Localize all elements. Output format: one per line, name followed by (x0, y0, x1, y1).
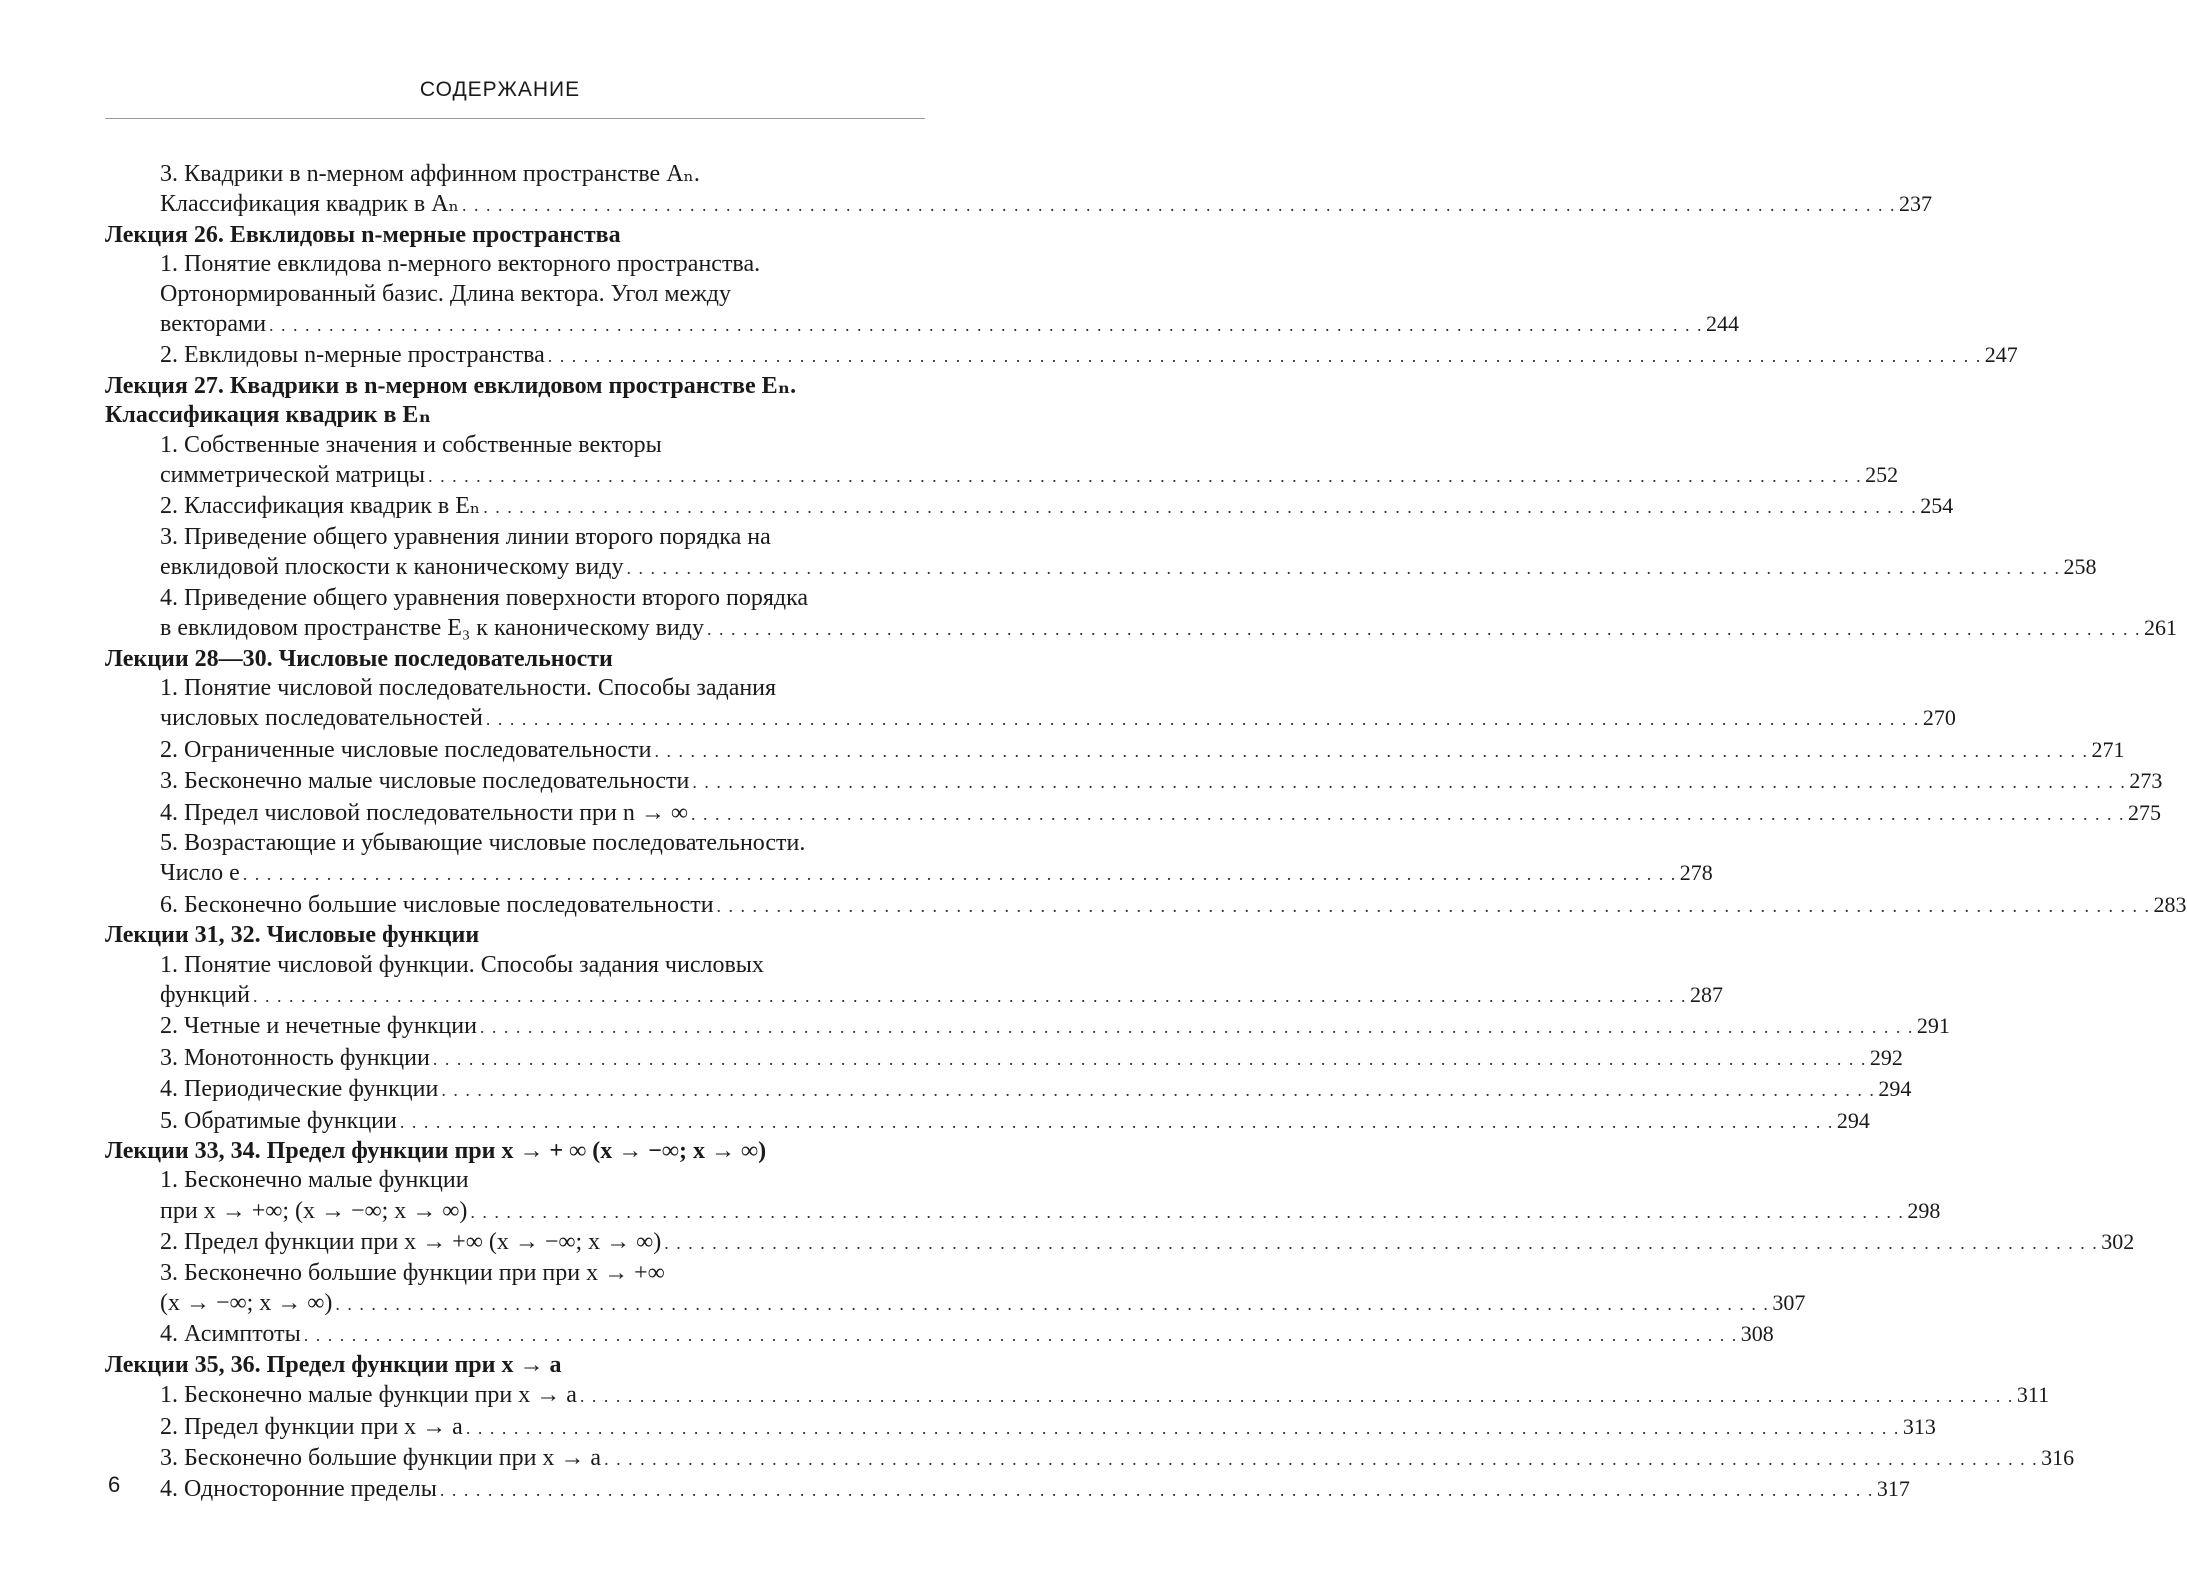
toc-entry-line (160, 523, 923, 552)
toc-entry-line (160, 1319, 1774, 1350)
toc-entry (105, 951, 1723, 1012)
toc-entry-text: при x → +∞; (x → −∞; x → ∞) (160, 1197, 468, 1224)
toc-page-number: 270 (1922, 705, 1956, 731)
toc-entry-text: 4. Предел числовой последовательности при n → ∞ (160, 799, 689, 826)
toc-entry-line (160, 1288, 1806, 1319)
toc-entry-text: 1. Бесконечно малые функции (160, 1167, 469, 1194)
toc-entry-line (160, 584, 923, 613)
toc-page-number: 275 (2128, 799, 2162, 825)
toc-entry-line (160, 766, 2163, 797)
toc-entry-text: 3. Монотонность функции (160, 1044, 430, 1071)
page-number: 6 (108, 1472, 121, 1497)
toc-entry-line (160, 491, 1954, 522)
dot-leader: . . . . . . . . . . . . . . . . . . . . . . . . . . . . . . . . . . . . . . . . . . . . . . . . . . . . . . . . . . . . . . . . . . . . . . . . . . . . . . . . . . . . . . . . . . . . . . . . . . . . . . . . . . . . . . . . . . . . . . . . (483, 497, 1918, 518)
dot-leader: . . . . . . . . . . . . . . . . . . . . . . . . . . . . . . . . . . . . . . . . . . . . . . . . . . . . . . . . . . . . . . . . . . . . . . . . . . . . . . . . . . . . . . . . . . . . . . . . . . . . . . . . . . . . . . . . . . . . . . . . (461, 195, 1896, 216)
toc-entry-line (160, 1074, 1912, 1105)
toc-lecture-heading: Лекция 27. Квадрики в n-мерном евклидовом пространстве Eₙ. (105, 372, 797, 399)
toc-entry-text: 1. Понятие числовой функции. Способы задания числовых (160, 951, 764, 978)
toc-entry-line (160, 674, 923, 703)
toc-page-number: 294 (1878, 1076, 1912, 1102)
toc-page-number: 298 (1907, 1197, 1941, 1223)
toc-entry-line (160, 798, 2162, 829)
toc-entry-line (160, 160, 923, 189)
toc-entry-line (160, 1259, 923, 1288)
toc-entry-line (160, 1443, 2075, 1474)
toc-entry (105, 890, 2187, 921)
toc-entry-text: 3. Бесконечно большие функции при при x → +∞ (160, 1259, 665, 1286)
toc-entry-line (160, 1196, 1941, 1227)
toc-page-number: 247 (1984, 342, 2018, 368)
toc-entry (105, 160, 1932, 221)
dot-leader: . . . . . . . . . . . . . . . . . . . . . . . . . . . . . . . . . . . . . . . . . . . . . . . . . . . . . . . . . . . . . . . . . . . . . . . . . . . . . . . . . . . . . . . . . . . . . . . . . . . . . . . . . . . . . . . . . . . . . . . . (470, 1201, 1905, 1222)
toc-page-number: 237 (1898, 191, 1932, 217)
toc-entry-line (160, 980, 1723, 1011)
toc-entry-line (160, 250, 923, 279)
toc-entry (105, 829, 1713, 890)
toc-page-number: 292 (1869, 1044, 1903, 1070)
toc-entry-text: 1. Понятие числовой последовательности. Способы задания (160, 674, 777, 701)
toc-entry-line (160, 1011, 1950, 1042)
toc-entry-line (160, 280, 923, 309)
toc-page-number: 291 (1916, 1013, 1950, 1039)
toc-entry (105, 766, 2163, 797)
toc-entry-text: симметрической матрицы (160, 462, 426, 489)
toc-entry (105, 1380, 2050, 1411)
toc-lecture-heading: Классификация квадрик в Eₙ (105, 402, 431, 429)
toc-entry (105, 1166, 1941, 1227)
toc-entry (105, 1106, 1870, 1137)
dot-leader: . . . . . . . . . . . . . . . . . . . . . . . . . . . . . . . . . . . . . . . . . . . . . . . . . . . . . . . . . . . . . . . . . . . . . . . . . . . . . . . . . . . . . . . . . . . . . . . . . . . . . . . . . . . . . . . . . . . . . . . . (441, 1080, 1876, 1101)
toc-entry (105, 1227, 2135, 1258)
toc-page-number: 308 (1740, 1321, 1774, 1347)
toc-entry-text: 6. Бесконечно большие числовые последовательности (160, 891, 714, 918)
dot-leader: . . . . . . . . . . . . . . . . . . . . . . . . . . . . . . . . . . . . . . . . . . . . . . . . . . . . . . . . . . . . . . . . . . . . . . . . . . . . . . . . . . . . . . . . . . . . . . . . . . . . . . . . . . . . . . . . . . . . . . . . (303, 1325, 1738, 1346)
dot-leader: . . . . . . . . . . . . . . . . . . . . . . . . . . . . . . . . . . . . . . . . . . . . . . . . . . . . . . . . . . . . . . . . . . . . . . . . . . . . . . . . . . . . . . . . . . . . . . . . . . . . . . . . . . . . . . . . . . . . . . . . (465, 1417, 1900, 1438)
toc-entry-text: 1. Понятие евклидова n-мерного векторного пространства. (160, 251, 761, 278)
toc-entry-line (160, 552, 2097, 583)
toc-entry (105, 1011, 1950, 1042)
toc-page-number: 311 (2016, 1382, 2050, 1408)
dot-leader: . . . . . . . . . . . . . . . . . . . . . . . . . . . . . . . . . . . . . . . . . . . . . . . . . . . . . . . . . . . . . . . . . . . . . . . . . . . . . . . . . . . . . . . . . . . . . . . . . . . . . . . . . . . . . . . . . . . . . . . . (432, 1048, 1867, 1069)
toc-page-number: 271 (2091, 736, 2125, 762)
dot-leader: . . . . . . . . . . . . . . . . . . . . . . . . . . . . . . . . . . . . . . . . . . . . . . . . . . . . . . . . . . . . . . . . . . . . . . . . . . . . . . . . . . . . . . . . . . . . . . . . . . . . . . . . . . . . . . . . . . . . . . . . (692, 772, 2127, 793)
dot-leader: . . . . . . . . . . . . . . . . . . . . . . . . . . . . . . . . . . . . . . . . . . . . . . . . . . . . . . . . . . . . . . . . . . . . . . . . . . . . . . . . . . . . . . . . . . . . . . . . . . . . . . . . . . . . . . . . . . . . . . . . (485, 709, 1920, 730)
toc-entry-line (160, 340, 2018, 371)
toc-entry-text: Число e (160, 860, 240, 887)
toc-lecture-heading: Лекция 26. Евклидовы n-мерные пространства (105, 221, 621, 248)
dot-leader: . . . . . . . . . . . . . . . . . . . . . . . . . . . . . . . . . . . . . . . . . . . . . . . . . . . . . . . . . . . . . . . . . . . . . . . . . . . . . . . . . . . . . . . . . . . . . . . . . . . . . . . . . . . . . . . . . . . . . . . . (269, 315, 1704, 336)
toc-entry (105, 340, 2018, 371)
dot-leader: . . . . . . . . . . . . . . . . . . . . . . . . . . . . . . . . . . . . . . . . . . . . . . . . . . . . . . . . . . . . . . . . . . . . . . . . . . . . . . . . . . . . . . . . . . . . . . . . . . . . . . . . . . . . . . . . . . . . . . . . (439, 1480, 1874, 1501)
toc-entry (105, 1319, 1774, 1350)
toc-entry-text: функций (160, 981, 250, 1008)
header-rule (105, 118, 925, 119)
toc-entry-text: 4. Приведение общего уравнения поверхности второго порядка (160, 584, 809, 611)
toc-entry-text: 3. Приведение общего уравнения линии второго порядка на (160, 523, 771, 550)
dot-leader: . . . . . . . . . . . . . . . . . . . . . . . . . . . . . . . . . . . . . . . . . . . . . . . . . . . . . . . . . . . . . . . . . . . . . . . . . . . . . . . . . . . . . . . . . . . . . . . . . . . . . . . . . . . . . . . . . . . . . . . . (547, 346, 1982, 367)
toc-entry-line (160, 189, 1932, 220)
toc-page-number: 294 (1836, 1107, 1870, 1133)
toc-entry-line (160, 613, 2177, 644)
toc-entry (105, 1474, 1910, 1505)
toc-entry (105, 1043, 1903, 1074)
dot-leader: . . . . . . . . . . . . . . . . . . . . . . . . . . . . . . . . . . . . . . . . . . . . . . . . . . . . . . . . . . . . . . . . . . . . . . . . . . . . . . . . . . . . . . . . . . . . . . . . . . . . . . . . . . . . . . . . . . . . . . . . (664, 1233, 2099, 1254)
toc-entry-text: 2. Предел функции при x → +∞ (x → −∞; x → ∞) (160, 1229, 662, 1256)
toc-entry (105, 523, 2097, 584)
dot-leader: . . . . . . . . . . . . . . . . . . . . . . . . . . . . . . . . . . . . . . . . . . . . . . . . . . . . . . . . . . . . . . . . . . . . . . . . . . . . . . . . . . . . . . . . . . . . . . . . . . . . . . . . . . . . . . . . . . . . . . . . (654, 740, 2089, 761)
toc-entry (105, 1259, 1806, 1320)
toc-page-number: 283 (2153, 891, 2187, 917)
toc-entry-line (160, 1380, 2050, 1411)
toc-entry (105, 491, 1954, 522)
toc-entry-line (160, 1412, 1936, 1443)
toc-page-number: 273 (2129, 768, 2163, 794)
toc-entry-text: евклидовой плоскости к каноническому виду (160, 554, 624, 581)
toc-entry-text: 2. Четные и нечетные функции (160, 1013, 477, 1040)
toc-entry-text: векторами (160, 311, 267, 338)
toc-page-number: 317 (1876, 1476, 1910, 1502)
toc-entry-line (160, 1227, 2135, 1258)
toc-entry-text: 4. Асимптоты (160, 1321, 301, 1348)
toc-entry-text: числовых последовательностей (160, 705, 483, 732)
toc-entry-text: 5. Возрастающие и убывающие числовые последовательности. (160, 829, 806, 856)
toc-entry-text: 4. Периодические функции (160, 1076, 439, 1103)
toc-entry-text: 2. Классификация квадрик в Eₙ (160, 493, 481, 520)
toc-entry (105, 431, 1899, 492)
toc-entry-line (160, 890, 2187, 921)
dot-leader: . . . . . . . . . . . . . . . . . . . . . . . . . . . . . . . . . . . . . . . . . . . . . . . . . . . . . . . . . . . . . . . . . . . . . . . . . . . . . . . . . . . . . . . . . . . . . . . . . . . . . . . . . . . . . . . . . . . . . . . . (626, 558, 2061, 579)
dot-leader: . . . . . . . . . . . . . . . . . . . . . . . . . . . . . . . . . . . . . . . . . . . . . . . . . . . . . . . . . . . . . . . . . . . . . . . . . . . . . . . . . . . . . . . . . . . . . . . . . . . . . . . . . . . . . . . . . . . . . . . . (604, 1449, 2039, 1470)
dot-leader: . . . . . . . . . . . . . . . . . . . . . . . . . . . . . . . . . . . . . . . . . . . . . . . . . . . . . . . . . . . . . . . . . . . . . . . . . . . . . . . . . . . . . . . . . . . . . . . . . . . . . . . . . . . . . . . . . . . . . . . . (691, 803, 2126, 824)
toc-entry-line (160, 703, 1956, 734)
toc-entry-line (160, 309, 1740, 340)
toc-page-number: 278 (1679, 860, 1713, 886)
toc-entry (105, 735, 2125, 766)
toc-entry-line (160, 858, 1713, 889)
dot-leader: . . . . . . . . . . . . . . . . . . . . . . . . . . . . . . . . . . . . . . . . . . . . . . . . . . . . . . . . . . . . . . . . . . . . . . . . . . . . . . . . . . . . . . . . . . . . . . . . . . . . . . . . . . . . . . . . . . . . . . . . (335, 1294, 1770, 1315)
dot-leader: . . . . . . . . . . . . . . . . . . . . . . . . . . . . . . . . . . . . . . . . . . . . . . . . . . . . . . . . . . . . . . . . . . . . . . . . . . . . . . . . . . . . . . . . . . . . . . . . . . . . . . . . . . . . . . . . . . . . . . . . (706, 619, 2141, 640)
running-head: СОДЕРЖАНИЕ (419, 78, 581, 101)
toc-entry-text: 2. Предел функции при x → a (160, 1413, 463, 1440)
toc-entry (105, 674, 1956, 735)
toc-page-number: 316 (2041, 1445, 2075, 1471)
toc-entry-text: 1. Бесконечно малые функции при x → a (160, 1382, 577, 1409)
toc-entry-line (160, 1474, 1910, 1505)
toc-entry-text: (x → −∞; x → ∞) (160, 1290, 333, 1317)
toc-entry-text: 3. Бесконечно большие функции при x → a (160, 1445, 602, 1472)
toc-page-number: 258 (2063, 554, 2097, 580)
toc-page-number: 254 (1920, 493, 1954, 519)
toc-entry (105, 798, 2162, 829)
toc-lecture-heading: Лекции 33, 34. Предел функции при x → + ∞ (x → −∞; x → ∞) (105, 1138, 767, 1164)
toc-entry (105, 1074, 1912, 1105)
toc-entry-line (160, 1166, 923, 1195)
toc-page-number: 244 (1706, 311, 1740, 337)
toc-page-number: 307 (1772, 1290, 1806, 1316)
toc-page-number: 287 (1690, 981, 1723, 1007)
toc-entry-line (160, 829, 923, 858)
toc-entry-text: Классификация квадрик в Aₙ (160, 191, 459, 218)
dot-leader: . . . . . . . . . . . . . . . . . . . . . . . . . . . . . . . . . . . . . . . . . . . . . . . . . . . . . . . . . . . . . . . . . . . . . . . . . . . . . . . . . . . . . . . . . . . . . . . . . . . . . . . . . . . . . . . . . . . . . . . . (399, 1111, 1834, 1132)
toc-entry-text: 1. Собственные значения и собственные векторы (160, 431, 662, 458)
dot-leader: . . . . . . . . . . . . . . . . . . . . . . . . . . . . . . . . . . . . . . . . . . . . . . . . . . . . . . . . . . . . . . . . . . . . . . . . . . . . . . . . . . . . . . . . . . . . . . . . . . . . . . . . . . . . . . . . . . . . . . . . (428, 466, 1863, 487)
toc-entry-line (160, 1043, 1903, 1074)
toc-page-number: 313 (1902, 1413, 1936, 1439)
dot-leader: . . . . . . . . . . . . . . . . . . . . . . . . . . . . . . . . . . . . . . . . . . . . . . . . . . . . . . . . . . . . . . . . . . . . . . . . . . . . . . . . . . . . . . . . . . . . . . . . . . . . . . . . . . . . . . . . . . . . . . . . (716, 895, 2151, 916)
toc-entry-text: 5. Обратимые функции (160, 1107, 397, 1134)
toc-lecture-heading: Лекции 35, 36. Предел функции при x → a (105, 1351, 562, 1378)
toc-entry (105, 584, 2177, 645)
toc-entry-line (160, 951, 923, 980)
toc-page-number: 302 (2101, 1229, 2135, 1255)
toc-entry (105, 250, 1740, 340)
toc-entry-text: 3. Бесконечно малые числовые последовательности (160, 768, 690, 795)
toc-entry-line (160, 431, 923, 460)
dot-leader: . . . . . . . . . . . . . . . . . . . . . . . . . . . . . . . . . . . . . . . . . . . . . . . . . . . . . . . . . . . . . . . . . . . . . . . . . . . . . . . . . . . . . . . . . . . . . . . . . . . . . . . . . . . . . . . . . . . . . . . . (579, 1386, 2014, 1407)
table-of-contents (105, 160, 2187, 1506)
toc-entry-text: Ортонормированный базис. Длина вектора. Угол между (160, 280, 731, 307)
toc-entry-line (160, 735, 2125, 766)
toc-entry-text: 3. Квадрики в n-мерном аффинном пространстве Aₙ. (160, 161, 700, 187)
dot-leader: . . . . . . . . . . . . . . . . . . . . . . . . . . . . . . . . . . . . . . . . . . . . . . . . . . . . . . . . . . . . . . . . . . . . . . . . . . . . . . . . . . . . . . . . . . . . . . . . . . . . . . . . . . . . . . . . . . . . . . . . (242, 864, 1677, 885)
toc-entry (105, 1443, 2075, 1474)
toc-lecture-heading: Лекции 31, 32. Числовые функции (105, 922, 480, 949)
toc-entry-text: 2. Ограниченные числовые последовательности (160, 736, 652, 763)
dot-leader: . . . . . . . . . . . . . . . . . . . . . . . . . . . . . . . . . . . . . . . . . . . . . . . . . . . . . . . . . . . . . . . . . . . . . . . . . . . . . . . . . . . . . . . . . . . . . . . . . . . . . . . . . . . . . . . . . . . . . . . . (253, 985, 1687, 1006)
toc-lecture-heading: Лекции 28—30. Числовые последовательности (105, 645, 613, 672)
toc-entry-text: 2. Евклидовы n-мерные пространства (160, 342, 545, 369)
toc-entry-line (160, 1106, 1870, 1137)
dot-leader: . . . . . . . . . . . . . . . . . . . . . . . . . . . . . . . . . . . . . . . . . . . . . . . . . . . . . . . . . . . . . . . . . . . . . . . . . . . . . . . . . . . . . . . . . . . . . . . . . . . . . . . . . . . . . . . . . . . . . . . . (479, 1017, 1914, 1038)
toc-entry-text: в евклидовом пространстве E₃ к каноническому виду (160, 615, 704, 642)
toc-entry (105, 1412, 1936, 1443)
toc-page-number: 252 (1865, 462, 1899, 488)
toc-page-number: 261 (2143, 615, 2177, 641)
toc-entry-text: 4. Односторонние пределы (160, 1476, 437, 1503)
toc-entry-line (160, 460, 1899, 491)
